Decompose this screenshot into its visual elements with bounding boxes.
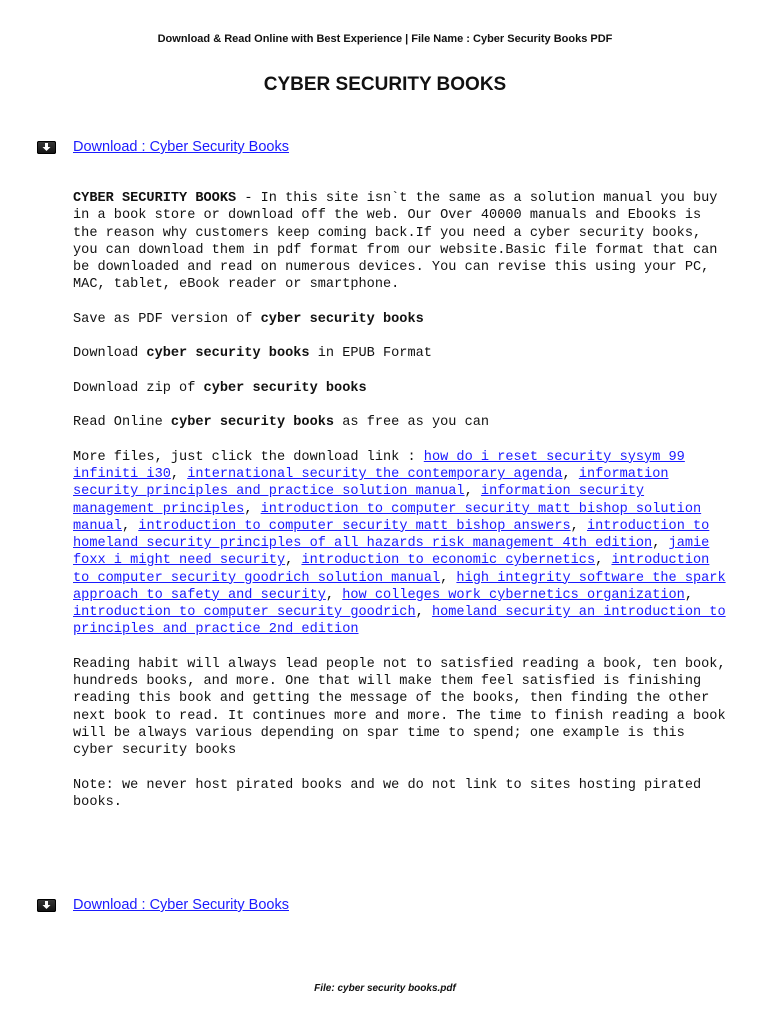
- intro-text: - In this site isn`t the same as a solution manual you buy in a book store or download off the web. Our Over 40000 manuals and Ebooks is the reason why customers keep coming back.If you need a cyber security books, you can download them in pdf format from our website.Basic file format that can be downloaded and read on numerous devices. You can revise this using your PC, MAC, tablet, eBook reader or smartphone.: [73, 191, 718, 293]
- more-files-paragraph: More files, just click the download link : how do i reset security sysym 99 infiniti i30, international security the contemporary agenda, information security principles and practice solution manual, information security management principles, introduction to computer security matt bishop solution manual, introduction to computer security matt bishop answers, introduction to homeland security principles of all hazards risk management 4th edition, jamie foxx i might need security, introduction to economic cybernetics, introduction to computer security goodrich solution manual, high integrity software the spark approach to safety and security, how colleges work cybernetics organization, introduction to computer security goodrich, homeland security an introduction to principles and practice 2nd edition: [73, 449, 726, 638]
- format-zip-prefix: Download zip of: [73, 380, 204, 396]
- format-epub-bold: cyber security books: [146, 346, 310, 362]
- page-footer: File: cyber security books.pdf: [314, 983, 456, 994]
- related-link[interactable]: homeland security an introduction to principles and practice 2nd edition: [73, 605, 726, 638]
- format-pdf-bold: cyber security books: [260, 311, 424, 327]
- format-pdf: [73, 311, 733, 328]
- format-zip-bold: cyber security books: [203, 380, 367, 396]
- related-link[interactable]: how colleges work cybernetics organization: [342, 587, 685, 603]
- intro-lead: CYBER SECURITY BOOKS: [73, 191, 237, 206]
- intro-paragraph: [73, 190, 733, 294]
- format-online-prefix: Read Online: [73, 415, 171, 431]
- download-arrow-icon[interactable]: [37, 141, 56, 154]
- related-link[interactable]: introduction to economic cybernetics: [301, 553, 596, 569]
- related-link[interactable]: jamie foxx i might need security: [73, 536, 710, 569]
- format-zip: [73, 380, 733, 397]
- related-link[interactable]: information security principles and practice solution manual: [73, 467, 669, 500]
- related-link[interactable]: information security management principles: [73, 484, 645, 517]
- format-online-suffix: as free as you can: [334, 415, 490, 431]
- format-online: [73, 414, 733, 431]
- format-pdf-prefix: Save as PDF version of: [73, 311, 261, 327]
- page-title: CYBER SECURITY BOOKS: [263, 74, 507, 95]
- download-arrow-icon[interactable]: [37, 899, 56, 912]
- format-epub-prefix: Download: [73, 346, 147, 362]
- main-content: [73, 190, 733, 828]
- note-paragraph: Note: we never host pirated books and we do not link to sites hosting pirated books.: [73, 777, 702, 810]
- page-header: Download & Read Online with Best Experience | File Name : Cyber Security Books PDF: [157, 33, 613, 45]
- download-row-bottom: [37, 895, 289, 915]
- related-link[interactable]: high integrity software the spark approach to safety and security: [73, 570, 726, 603]
- format-online-bold: cyber security books: [170, 415, 335, 431]
- related-link[interactable]: introduction to computer security matt bishop answers: [138, 518, 571, 534]
- related-link[interactable]: introduction to computer security goodrich: [73, 605, 416, 620]
- related-link[interactable]: introduction to computer security matt bishop solution manual: [73, 501, 702, 534]
- download-row-top: [37, 137, 289, 157]
- related-link[interactable]: introduction to computer security goodrich solution manual: [73, 553, 710, 586]
- related-link[interactable]: how do i reset security sysym 99 infiniti i30: [73, 449, 685, 482]
- download-link-bottom[interactable]: Download : Cyber Security Books: [73, 897, 289, 913]
- download-link-top[interactable]: Download : Cyber Security Books: [73, 139, 289, 155]
- more-files-prefix: More files, just click the download link :: [73, 449, 424, 465]
- format-epub: [73, 345, 733, 362]
- related-link[interactable]: international security the contemporary agenda: [187, 467, 563, 482]
- reading-habit-paragraph: Reading habit will always lead people not to satisfied reading a book, ten book, hundreds books, and more. One that will make them feel satisfied is finishing reading this book and getting the message of the books, then finding the other next book to read. It continues more and more. The time to finish reading a book will be always various depending on spar time to spend; one example is this cyber security books: [73, 656, 726, 758]
- format-epub-suffix: in EPUB Format: [309, 346, 432, 362]
- related-link[interactable]: introduction to homeland security principles of all hazards risk management 4th edition: [73, 518, 710, 551]
